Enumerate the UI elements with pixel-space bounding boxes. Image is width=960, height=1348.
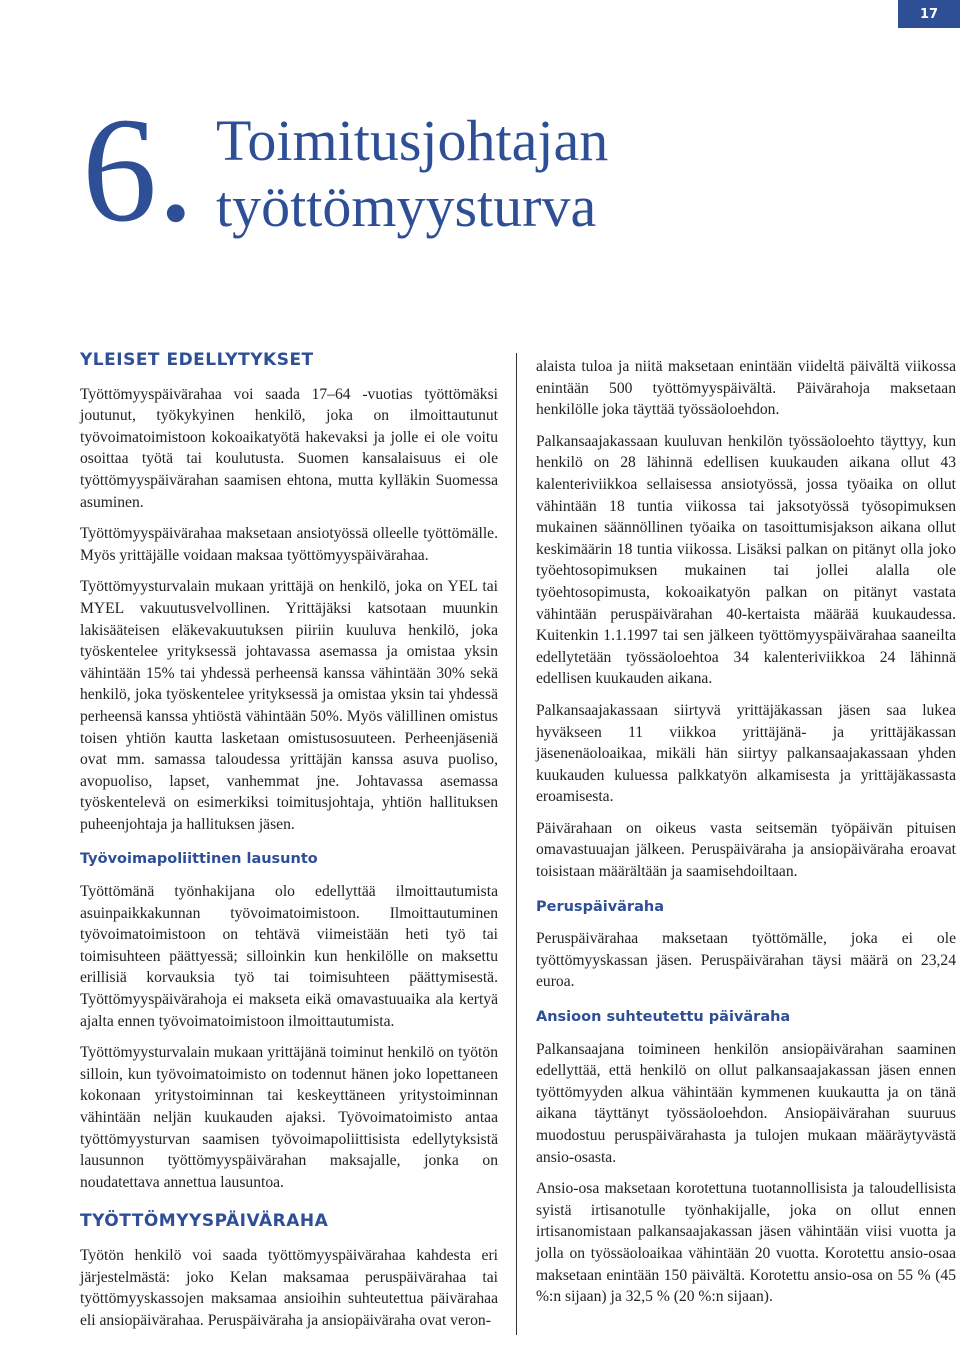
paragraph: alaista tuloa ja niitä maksetaan enintään viideltä päivältä viikossa enintään 500 työttömyyspäivältä. Päivärahoja maksetaan henkilölle joka täyttää työssäoloehdon. — [536, 358, 956, 419]
subheading-earnings-related-allowance: Ansioon suhteutettu päiväraha — [536, 1009, 791, 1026]
paragraph: Työttömyyspäivärahaa maksetaan ansiotyössä olleelle työttömälle. Myös yrittäjälle voidaan maksaa työttömyyspäivärahaa. — [80, 525, 498, 564]
page-number: 17 — [898, 0, 960, 28]
chapter-title-line-2: työttömyysturva — [216, 174, 597, 239]
paragraph: Palkansaajakassaan siirtyvä yrittäjäkassan jäsen saa lukea hyväkseen 11 viikkoa yrittäjänä- ja yrittäjäkassan jäsenenäoloaikaa, mikäli hän siirtyy palkansaajakassaan yhden kuukauden kuluessa palkkatyön alkamisesta ja yrittäjäkassasta eroamisesta. — [536, 701, 956, 806]
right-column — [536, 356, 956, 1318]
subheading-labour-policy-statement: Työvoimapoliittinen lausunto — [80, 851, 318, 868]
chapter-title — [216, 108, 608, 240]
heading-general-conditions: YLEISET EDELLYTYKSET — [80, 350, 314, 370]
paragraph: Työttömyysturvalain mukaan yrittäjä on henkilö, joka on YEL tai MYEL vakuutusvelvollinen. Yrittäjäksi katsotaan muunkin lakisääteisen eläkevakuutuksen piiriin kuuluva henkilö, joka työskentelee yrityksessä johtavassa asemassa ja omistaa yksin vähintään 15% tai yhdessä perheensä kanssa vähintään 30% sekä henkilö, joka työskentelee yrityksessä ja omistaa yksin tai yhdessä perheensä kanssa yhtiöstä vähintään 50%. Myös välillinen omistus toisen yhtiön kautta lasketaan omistusosuuteen. Perheenjäseniä ovat mm. samassa taloudessa yrittäjän kanssa asuva puoliso, avopuoliso, lapset, vanhemmat jne. Johtavassa asemassa työskentelevä on esimerkiksi toimitusjohtaja, yhtiön hallituksen puheenjohtaja ja hallituksen jäsen. — [80, 578, 498, 833]
paragraph: Ansio-osa maksetaan korotettuna tuotannollisista ja taloudellisista syistä irtisanotulle työnhakijalle, joka on ollut ennen irtisanomistaan palkansaajakassan jäsen vähintään viisi vuotta ja jolla on työssäoloaikaa vähintään 20 vuotta. Korotettu ansio-osaa maksetaan enintään 150 päivältä. Korotettu ansio-osa on 55 % (45 %:n sijaan) ja 32,5 % (20 %:n sijaan). — [536, 1180, 956, 1306]
left-column — [80, 350, 498, 1341]
chapter-title-line-1: Toimitusjohtajan — [216, 108, 609, 173]
paragraph: Peruspäivärahaa maksetaan työttömälle, joka ei ole työttömyyskassan jäsen. Peruspäivärahan täysi määrä on 23,24 euroa. — [536, 930, 956, 991]
paragraph: Työtön henkilö voi saada työttömyyspäivärahaa kahdesta eri järjestelmästä: joko Kelan maksamaa peruspäivärahaa tai työttömyyskassojen maksamaa ansioihin suhteutettua päivärahaa eli ansiopäivärahaa. Peruspäiväraha ja ansiopäiväraha ovat veron- — [80, 1246, 498, 1329]
chapter-number: 6. — [82, 87, 195, 253]
paragraph: Päivärahaan on oikeus vasta seitsemän työpäivän pituisen omavastuuajan jälkeen. Peruspäiväraha ja ansiopäiväraha eroavat toisistaan määrältään ja saamisehdoiltaan. — [536, 819, 956, 881]
paragraph: Palkansaajana toimineen henkilön ansiopäivärahan saaminen edellyttää, että henkilö on ollut palkansaajakassan jäsen ennen työttömyyden alkua vähintään kymmenen kuukautta ja on tänä aikana täyttänyt työssäoloehdon. Ansiopäivärahan suuruus muodostuu peruspäivärahasta ja tulojen mukaan määräytyvästä ansio-osasta. — [536, 1040, 956, 1166]
subheading-basic-allowance: Peruspäiväraha — [536, 898, 664, 915]
paragraph: Työttömänä työnhakijana olo edellyttää ilmoittautumista asuinpaikkakunnan työvoimatoimistoon. Ilmoittautuminen työvoimatoimistoon on tehtävä viimeistään heti työ tai toimisuhteen päättyessä; silloinkin kun henkilölle on maksettu erillisiä korvauksia työ tai toimisuhteen päättymisestä. Työttömyyspäivärahoja ei makseta eikä omavastuuaika ala kertyä ajalta ennen työvoimatoimistoon ilmoittautumista. — [80, 883, 498, 1030]
heading-unemployment-allowance: TYÖTTÖMYYSPÄIVÄRAHA — [80, 1211, 329, 1232]
paragraph: Työttömyysturvalain mukaan yrittäjänä toiminut henkilö on työtön silloin, kun työvoimatoimisto on todennut hänen joko lopettaneen kokonaan yritystoiminnan tai keskeyttäneen yritystoiminnan vähintään neljän kuukauden ajaksi. Työvoimatoimisto antaa työttömyysturvan saamisen työvoimapoliittisista edellytyksistä lausunnon työttömyyspäivärahan maksajalle, jonka on noudatettava annettua lausuntoa. — [80, 1044, 498, 1191]
paragraph: Palkansaajakassaan kuuluvan henkilön työssäoloehto täyttyy, kun henkilö on 28 lähinnä edellisen kuukauden aikana ollut 43 kalenteriviikkoa sellaisessa ansiotyössä, jossa työaika on ollut vähintään 18 tuntia viikossa tai jaksotyössä työsopimuksen mukainen säännöllinen työaika on tasoittumisjakson aikana ollut keskimäärin 18 tuntia viikossa. Lisäksi palkan on pitänyt olla joko työehtosopimuksen mukainen tai jollei alalla ole työehtosopimusta, kokoaikatyön palkan on pitänyt vastata vähintään peruspäivärahan 40-kertaista määrää kuukaudessa. Kuitenkin 1.1.1997 tai sen jälkeen työttömyyspäivärahaa saaneilta edellytetään työssäoloehtoa 34 kalenteriviikkoa 24 lähinnä edellisen kuukauden aikana. — [536, 432, 956, 688]
paragraph: Työttömyyspäivärahaa voi saada 17–64 -vuotias työttömäksi joutunut, työkykyinen henkilö, joka on ilmoittautunut työvoimatoimistoon kokoaikatyötä hakevaksi ja jolle ei ole voitu osoittaa työtä tai koulutusta. Suomen kansalaisuus ei ole työttömyyspäivärahan saamisen ehtona, mutta kylläkin Suomessa asuminen. — [80, 385, 498, 511]
column-divider — [516, 353, 517, 1335]
